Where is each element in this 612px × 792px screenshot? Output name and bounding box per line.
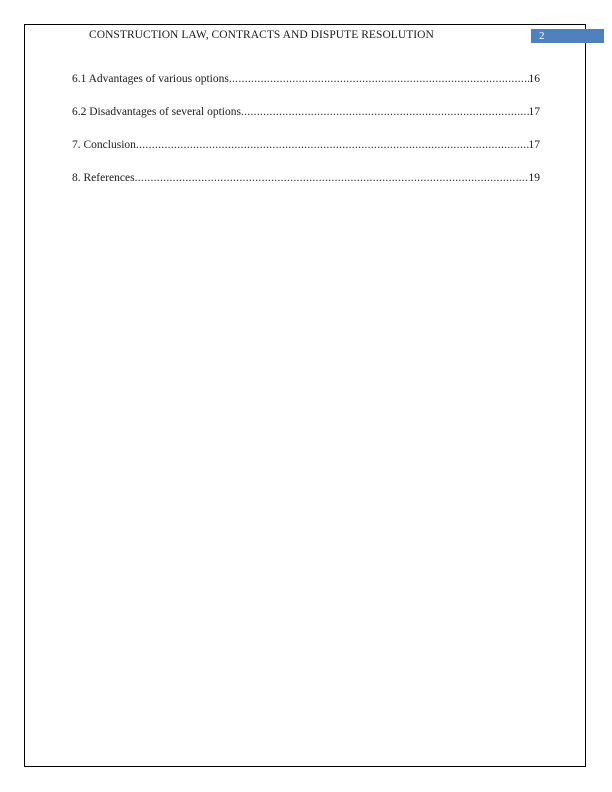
- toc-entry-page: 17: [528, 106, 540, 118]
- toc-entry[interactable]: [72, 139, 540, 152]
- toc-dot-leader: [241, 106, 529, 119]
- page-number: 2: [539, 30, 545, 42]
- toc-entry[interactable]: [72, 73, 540, 86]
- toc-dot-leader: [135, 172, 529, 185]
- running-header-title: CONSTRUCTION LAW, CONTRACTS AND DISPUTE RESOLUTION: [89, 29, 434, 41]
- toc-entry-page: 17: [528, 139, 540, 151]
- toc-entry-label: 6.2 Disadvantages of several options: [72, 106, 241, 118]
- toc-entry-page: 19: [528, 172, 540, 184]
- toc-entry-label: 6.1 Advantages of various options: [72, 73, 229, 85]
- page-number-badge: [531, 29, 604, 43]
- toc-entry[interactable]: [72, 172, 540, 185]
- toc-dot-leader: [229, 73, 529, 86]
- toc-entry-label: 7. Conclusion: [72, 139, 136, 151]
- toc-dot-leader: [136, 139, 529, 152]
- toc-entry-label: 8. References: [72, 172, 135, 184]
- toc-entry-page: 16: [528, 73, 540, 85]
- table-of-contents: [72, 73, 540, 205]
- toc-entry[interactable]: [72, 106, 540, 119]
